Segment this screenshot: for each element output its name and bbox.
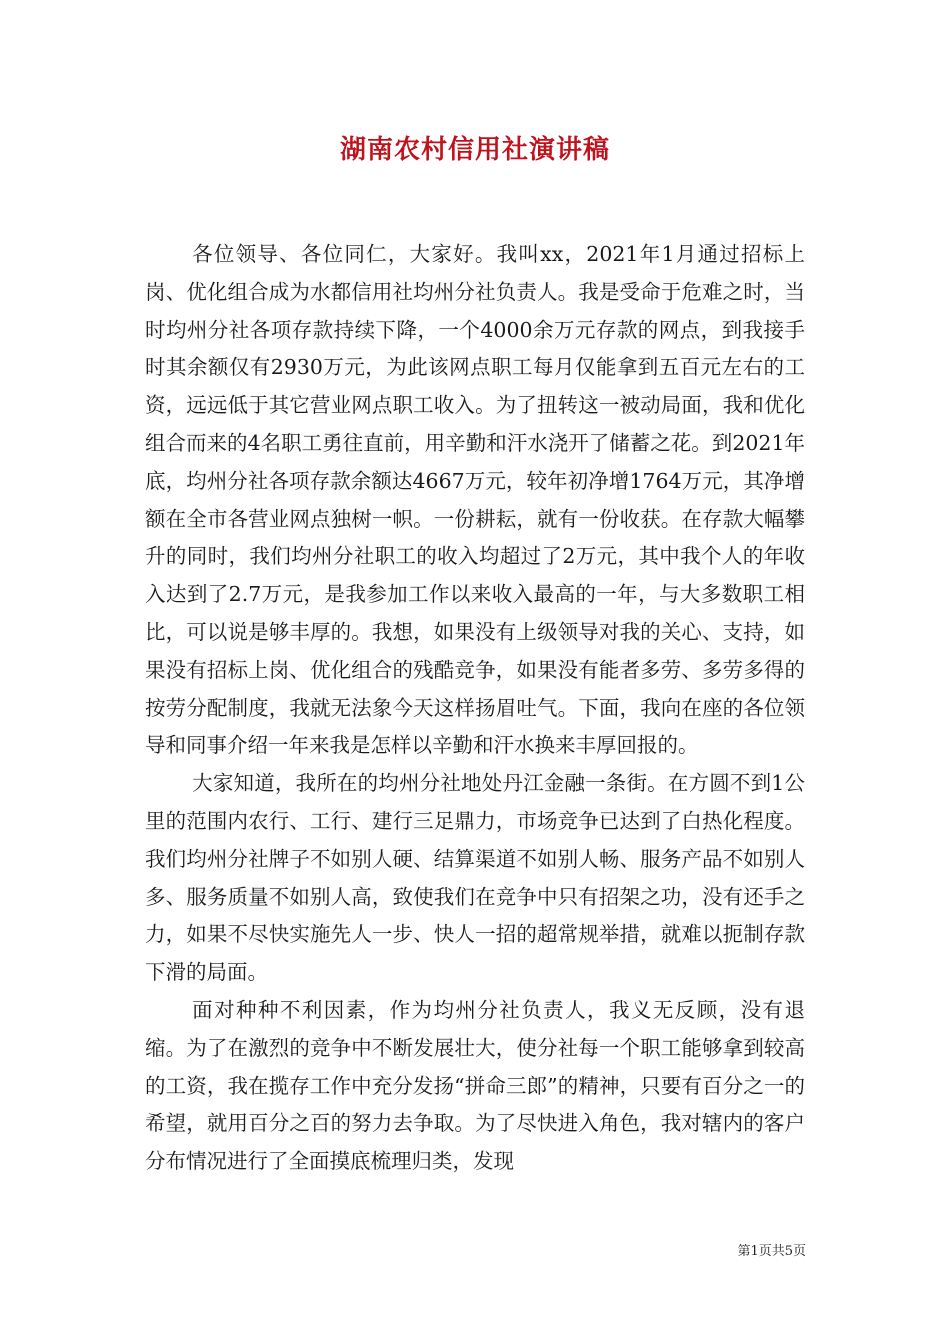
paragraph-2: 大家知道，我所在的均州分社地处丹江金融一条街。在方圆不到1公里的范围内农行、工行、建行三足鼎力，市场竞争已达到了白热化程度。我们均州分社牌子不如别人硬、结算渠道不如别人畅、服务产品不如别人多、服务质量不如别人高，致使我们在竞争中只有招架之功，没有还手之力，如果不尽快实施先人一步、快人一招的超常规举措，就难以扼制存款下滑的局面。 — [145, 771, 805, 985]
paragraph-1: 各位领导、各位同仁，大家好。我叫xx，2021年1月通过招标上岗、优化组合成为水都信用社均州分社负责人。我是受命于危难之时，当时均州分社各项存款持续下降，一个4000余万元存款的网点，到我接手时其余额仅有2930万元，为此该网点职工每月仅能拿到五百元左右的工资，远远低于其它营业网点职工收入。为了扭转这一被动局面，我和优化组合而来的4名职工勇往直前，用辛勤和汗水浇开了储蓄之花。到2021年底，均州分社各项存款余额达4667万元，较年初净增1764万元，其净增额在全市各营业网点独树一帜。一份耕耘，就有一份收获。在存款大幅攀升的同时，我们均州分社职工的收入均超过了2万元，其中我个人的年收入达到了2.7万元，是我参加工作以来收入最高的一年，与大多数职工相比，可以说是够丰厚的。我想，如果没有上级领导对我的关心、支持，如果没有招标上岗、优化组合的残酷竞争，如果没有能者多劳、多劳多得的按劳分配制度，我就无法象今天这样扬眉吐气。下面，我向在座的各位领导和同事介绍一年来我是怎样以辛勤和汗水换来丰厚回报的。 — [145, 242, 805, 758]
document-title: 湖南农村信用社演讲稿 — [339, 135, 610, 165]
document-body — [145, 236, 805, 1181]
paragraph-3: 面对种种不利因素，作为均州分社负责人，我义无反顾，没有退缩。为了在激烈的竞争中不断发展壮大，使分社每一个职工能够拿到较高的工资，我在揽存工作中充分发扬“拼命三郎”的精神，只要有百分之一的希望，就用百分之百的努力去争取。为了尽快进入角色，我对辖内的客户分布情况进行了全面摸底梳理归类，发现 — [145, 997, 805, 1174]
page-number-footer: 第1页共5页 — [737, 1244, 806, 1259]
